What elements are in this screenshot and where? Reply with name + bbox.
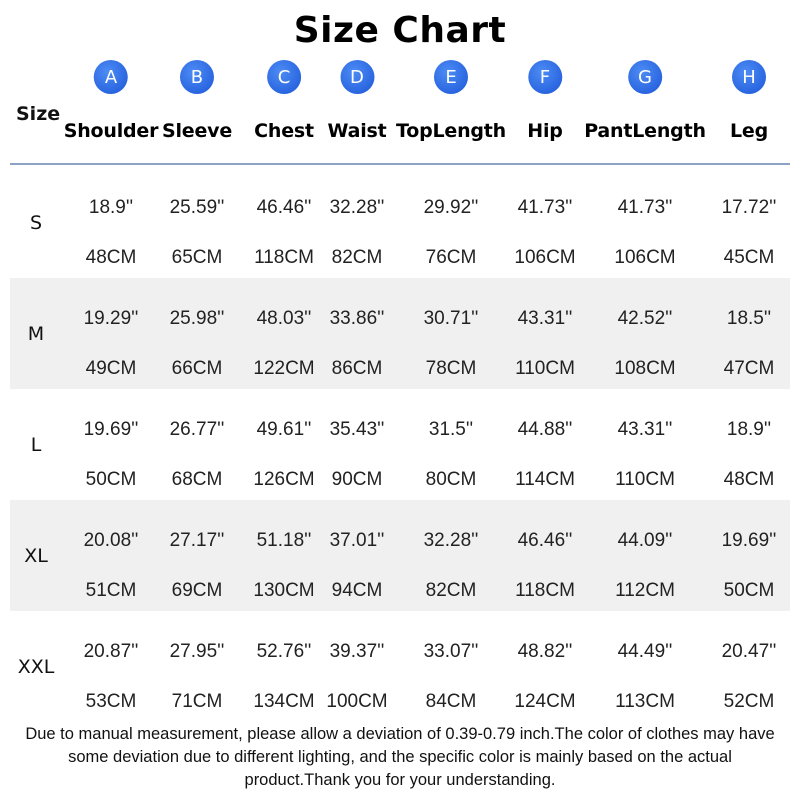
inch-value: 29.92'' xyxy=(423,197,479,218)
column-header-leg xyxy=(730,60,768,142)
size-label-m: M xyxy=(27,323,45,345)
cm-value: 106CM xyxy=(614,247,676,268)
inch-value: 44.09'' xyxy=(617,530,673,551)
size-label-xxl: XXL xyxy=(17,656,55,678)
inch-value: 18.9'' xyxy=(726,419,772,440)
inch-value: 41.73'' xyxy=(617,197,673,218)
inch-value: 33.86'' xyxy=(329,308,385,329)
inch-value: 18.9'' xyxy=(88,197,134,218)
inch-value: 44.88'' xyxy=(517,419,573,440)
cm-value: 122CM xyxy=(253,358,315,379)
inch-value: 20.08'' xyxy=(83,530,139,551)
inch-value: 48.82'' xyxy=(517,641,573,662)
inch-value: 26.77'' xyxy=(169,419,225,440)
cm-value: 84CM xyxy=(425,691,477,712)
cm-value: 134CM xyxy=(253,691,315,712)
cm-value: 112CM xyxy=(615,580,675,601)
cm-value: 45CM xyxy=(723,247,775,268)
column-header-chest xyxy=(254,60,314,142)
letter-badge: G xyxy=(628,60,662,94)
cm-value: 68CM xyxy=(171,469,223,490)
cm-value: 47CM xyxy=(723,358,775,379)
letter-badge: H xyxy=(732,60,766,94)
cm-value: 69CM xyxy=(171,580,223,601)
inch-value: 19.29'' xyxy=(83,308,139,329)
inch-value: 25.59'' xyxy=(169,197,225,218)
column-header-shoulder xyxy=(64,60,159,142)
cm-value: 108CM xyxy=(614,358,676,379)
inch-value: 43.31'' xyxy=(517,308,573,329)
inch-value: 35.43'' xyxy=(329,419,385,440)
measurement-note: Due to manual measurement, please allow a deviation of 0.39-0.79 inch.The color of clothes may have some deviation due to different lighting, and the specific color is mainly based on the actual product.Thank you for your understanding. xyxy=(25,725,775,789)
inch-value: 19.69'' xyxy=(721,530,777,551)
inch-value: 39.37'' xyxy=(329,641,385,662)
column-name: Shoulder xyxy=(63,120,159,142)
inch-value: 32.28'' xyxy=(423,530,479,551)
cm-value: 80CM xyxy=(425,469,477,490)
cm-value: 113CM xyxy=(615,691,675,712)
inch-value: 41.73'' xyxy=(517,197,573,218)
letter-badge: C xyxy=(267,60,301,94)
inch-value: 37.01'' xyxy=(329,530,385,551)
inch-value: 31.5'' xyxy=(428,419,474,440)
inch-value: 51.18'' xyxy=(256,530,312,551)
column-name: Hip xyxy=(527,120,563,142)
inch-value: 27.95'' xyxy=(169,641,225,662)
column-header-toplength xyxy=(396,60,506,142)
inch-value: 32.28'' xyxy=(329,197,385,218)
inch-value: 27.17'' xyxy=(169,530,225,551)
size-label-l: L xyxy=(30,434,42,456)
inch-value: 33.07'' xyxy=(423,641,479,662)
chart-title: Size Chart xyxy=(293,10,507,51)
cm-value: 124CM xyxy=(514,691,576,712)
cm-value: 110CM xyxy=(615,469,675,490)
column-name: Leg xyxy=(730,120,768,142)
inch-value: 25.98'' xyxy=(169,308,225,329)
cm-value: 118CM xyxy=(254,247,314,268)
cm-value: 66CM xyxy=(171,358,223,379)
inch-value: 20.87'' xyxy=(83,641,139,662)
cm-value: 82CM xyxy=(331,247,383,268)
cm-value: 82CM xyxy=(425,580,477,601)
cm-value: 110CM xyxy=(515,358,575,379)
inch-value: 18.5'' xyxy=(726,308,772,329)
column-name: Chest xyxy=(254,120,314,142)
cm-value: 86CM xyxy=(331,358,383,379)
inch-value: 49.61'' xyxy=(256,419,312,440)
size-label-xl: XL xyxy=(24,545,48,567)
inch-value: 44.49'' xyxy=(617,641,673,662)
cm-value: 52CM xyxy=(723,691,775,712)
column-name: TopLength xyxy=(395,120,507,142)
cm-value: 78CM xyxy=(425,358,477,379)
inch-value: 20.47'' xyxy=(721,641,777,662)
column-name: Waist xyxy=(327,120,387,142)
inch-value: 48.03'' xyxy=(256,308,312,329)
cm-value: 50CM xyxy=(723,580,775,601)
cm-value: 51CM xyxy=(85,580,137,601)
inch-value: 43.31'' xyxy=(617,419,673,440)
column-name: Sleeve xyxy=(161,120,233,142)
cm-value: 100CM xyxy=(326,691,388,712)
letter-badge: D xyxy=(340,60,374,94)
column-header-pantlength xyxy=(584,60,706,142)
column-header-sleeve xyxy=(162,60,232,142)
cm-value: 71CM xyxy=(171,691,223,712)
cm-value: 50CM xyxy=(85,469,137,490)
inch-value: 46.46'' xyxy=(256,197,312,218)
cm-value: 90CM xyxy=(331,469,383,490)
cm-value: 106CM xyxy=(514,247,576,268)
inch-value: 19.69'' xyxy=(83,419,139,440)
letter-badge: E xyxy=(434,60,468,94)
column-header-hip xyxy=(527,60,562,142)
cm-value: 48CM xyxy=(85,247,137,268)
cm-value: 118CM xyxy=(515,580,575,601)
inch-value: 17.72'' xyxy=(721,197,777,218)
cm-value: 49CM xyxy=(85,358,137,379)
cm-value: 53CM xyxy=(85,691,137,712)
inch-value: 46.46'' xyxy=(517,530,573,551)
cm-value: 130CM xyxy=(253,580,315,601)
column-name: PantLength xyxy=(584,120,706,142)
size-label-s: S xyxy=(29,212,43,234)
column-header-waist xyxy=(327,60,386,142)
inch-value: 42.52'' xyxy=(617,308,673,329)
cm-value: 48CM xyxy=(723,469,775,490)
header-divider xyxy=(10,163,790,165)
size-column-header: Size xyxy=(16,103,61,125)
cm-value: 114CM xyxy=(515,469,575,490)
cm-value: 126CM xyxy=(253,469,315,490)
letter-badge: A xyxy=(94,60,128,94)
letter-badge: F xyxy=(528,60,562,94)
cm-value: 76CM xyxy=(425,247,477,268)
inch-value: 52.76'' xyxy=(256,641,312,662)
letter-badge: B xyxy=(180,60,214,94)
cm-value: 94CM xyxy=(331,580,383,601)
inch-value: 30.71'' xyxy=(423,308,479,329)
cm-value: 65CM xyxy=(171,247,223,268)
